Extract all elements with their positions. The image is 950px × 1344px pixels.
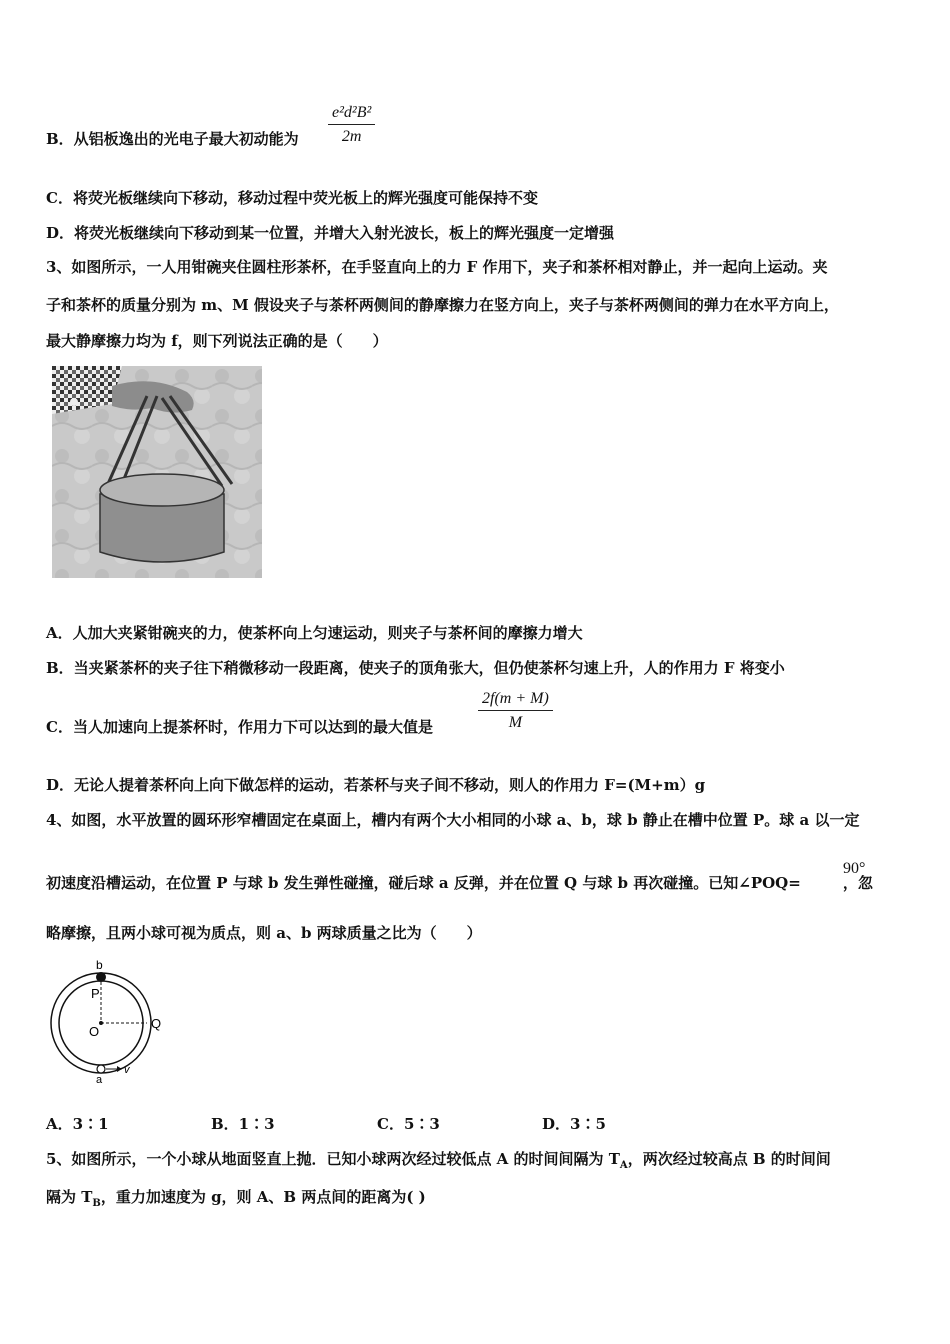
q4-option-b: B．1∶3 bbox=[211, 1115, 275, 1133]
svg-text:v: v bbox=[124, 1064, 130, 1076]
q5-line2: 隔为 $T_B$，重力加速度为 g，则 A、B 两点间的距离为( ) bbox=[46, 1188, 426, 1209]
q5-line1: 5、如图所示，一个小球从地面竖直上抛．已知小球两次经过较低点 A 的时间间隔为 $T_A$，两次经过较高点 B 的时间间 bbox=[46, 1150, 831, 1171]
q4-option-c: C．5∶3 bbox=[377, 1115, 440, 1133]
q4-option-d: D．3∶5 bbox=[542, 1115, 606, 1133]
q3-photo-teacup-clamp bbox=[52, 366, 262, 578]
q4-option-a: A．3∶1 bbox=[46, 1115, 109, 1133]
velocity-arrow-icon bbox=[117, 1066, 122, 1072]
svg-text:b: b bbox=[96, 958, 103, 972]
option-d-prev: D．将荧光板继续向下移动到某一位置，并增大入射光波长，板上的辉光强度一定增强 bbox=[46, 224, 615, 242]
q4-figure-ring-groove bbox=[46, 956, 176, 1086]
option-b-prev: B．从铝板逸出的光电子最大初动能为 bbox=[46, 130, 299, 148]
svg-text:P: P bbox=[91, 986, 100, 1001]
q3-option-b: B．当夹紧茶杯的夹子往下稍微移动一段距离，使夹子的顶角张大，但仍使茶杯匀速上升，人的作用力 F 将变小 bbox=[46, 659, 785, 677]
svg-text:O: O bbox=[89, 1024, 100, 1039]
svg-text:a: a bbox=[96, 1074, 103, 1086]
q3-option-d: D．无论人提着茶杯向上向下做怎样的运动，若茶杯与夹子间不移动，则人的作用力 F=(M+m）g bbox=[46, 776, 706, 794]
option-c-prev: C．将荧光板继续向下移动，移动过程中荧光板上的辉光强度可能保持不变 bbox=[46, 189, 538, 207]
svg-text:Q: Q bbox=[151, 1016, 162, 1031]
q3-line3: 最大静摩擦力均为 f，则下列说法正确的是（ ） bbox=[46, 332, 388, 350]
ball-a bbox=[97, 1065, 105, 1073]
q3-option-c: C．当人加速向上提茶杯时，作用力下可以达到的最大值是 bbox=[46, 718, 433, 736]
q3-line1: 3、如图所示，一人用钳碗夹住圆柱形茶杯，在手竖直向上的力 F 作用下，夹子和茶杯相对静止，并一起向上运动。夹 bbox=[46, 258, 828, 276]
q4-line3: 略摩擦，且两小球可视为质点，则 a、b 两球质量之比为（ ） bbox=[46, 924, 482, 942]
angle-value: 90° bbox=[843, 860, 866, 877]
q4-line2: 初速度沿槽运动，在位置 P 与球 b 发生弹性碰撞，碰后球 a 反弹，并在位置 Q 与球 b 再次碰撞。已知∠POQ= ，忽 bbox=[46, 874, 873, 892]
q3-option-a: A．人加大夹紧钳碗夹的力，使茶杯向上匀速运动，则夹子与茶杯间的摩擦力增大 bbox=[46, 624, 583, 642]
q4-line1: 4、如图，水平放置的圆环形窄槽固定在桌面上，槽内有两个大小相同的小球 a、b，球 b 静止在槽中位置 P。球 a 以一定 bbox=[46, 811, 860, 829]
fraction-max-kinetic-energy: e²d²B² 2m bbox=[328, 104, 375, 146]
fraction-max-force: 2f(m + M) M bbox=[478, 690, 553, 732]
ball-b bbox=[96, 972, 106, 982]
q3-line2: 子和茶杯的质量分别为 m、M 假设夹子与茶杯两侧间的静摩擦力在竖方向上，夹子与茶杯两侧间的弹力在水平方向上， bbox=[46, 296, 839, 314]
